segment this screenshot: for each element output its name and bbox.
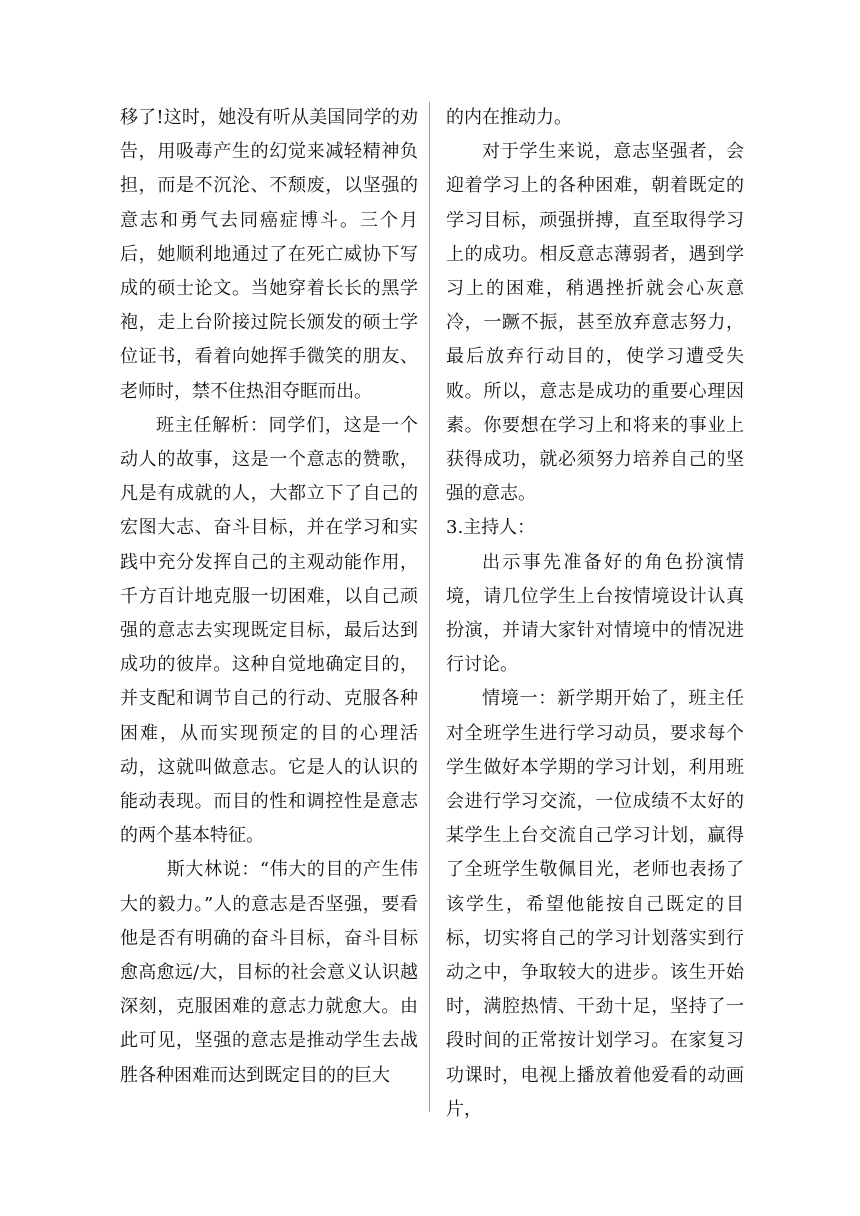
left-paragraph-story-ending: 移了!这时，她没有听从美国同学的劝告，用吸毒产生的幻觉来减轻精神负担，而是不沉沦、不颓废，以坚强的意志和勇气去同癌症博斗。三个月后，她顺利地通过了在死亡威协下写成的硕士论文。当她穿着长长的黑学袍，走上台阶接过院长颁发的硕士学位证书，看着向她挥手微笑的朋友、老师时，禁不住热泪夺眶而出。	[120, 107, 418, 402]
right-paragraph-continuation: 的内在推动力。	[446, 107, 572, 128]
left-paragraph-teacher-analysis: 班主任解析：同学们，这是一个动人的故事，这是一个意志的赞歌，凡是有成就的人，大都立下了自己的宏图大志、奋斗目标，并在学习和实践中充分发挥自己的主观动能作用，千方百计地克服一切困难，以自己顽强的意志去实现既定目标，最后达到成功的彼岸。这种自觉地确定目的，并支配和调节自己的行动、克服各种困难，从而实现预定的目的心理活动，这就叫做意志。它是人的认识的能动表现。而目的性和调控性是意志的两个基本特征。	[120, 414, 418, 847]
right-paragraph-scenario-one: 情境一：新学期开始了，班主任对全班学生进行学习动员，要求每个学生做好本学期的学习计划，利用班会进行学习交流，一位成绩不太好的某学生上台交流自己学习计划，赢得了全班学生敬佩目光，老师也表扬了该学生，希望他能按自己既定的目标，切实将自己的学习计划落实到行动之中，争取较大的进步。该生开始时，满腔热情、干劲十足，坚持了一段时间的正常按计划学习。在家复习功课时，电视上播放着他爱看的动画片，	[446, 688, 744, 1120]
left-column	[120, 101, 418, 1093]
right-paragraph-role-play: 出示事先准备好的角色扮演情境，请几位学生上台按情境设计认真扮演，并请大家针对情境中的情况进行讨论。	[446, 551, 744, 676]
right-paragraph-students-will: 对于学生来说，意志坚强者，会迎着学习上的各种困难，朝着既定的学习目标，顽强拼搏，直至取得学习上的成功。相反意志薄弱者，遇到学习上的困难，稍遇挫折就会心灰意冷，一蹶不振，甚至放弃意志努力，最后放弃行动目的，使学习遭受失败。所以，意志是成功的重要心理因素。你要想在学习上和将来的事业上获得成功，就必须努力培养自己的坚强的意志。	[446, 141, 744, 505]
right-heading-host: 3.主持人：	[446, 517, 536, 539]
left-paragraph-stalin-quote: 斯大林说：“伟大的目的产生伟大的毅力。”人的意志是否坚强，要看他是否有明确的奋斗目标，奋斗目标愈高愈远/大，目标的社会意义认识越深刻，克服困难的意志力就愈大。由此可见，坚强的意志是推动学生去战胜各种困难而达到既定目的的巨大	[120, 859, 418, 1086]
column-divider	[429, 102, 430, 1112]
right-column	[446, 101, 744, 1127]
